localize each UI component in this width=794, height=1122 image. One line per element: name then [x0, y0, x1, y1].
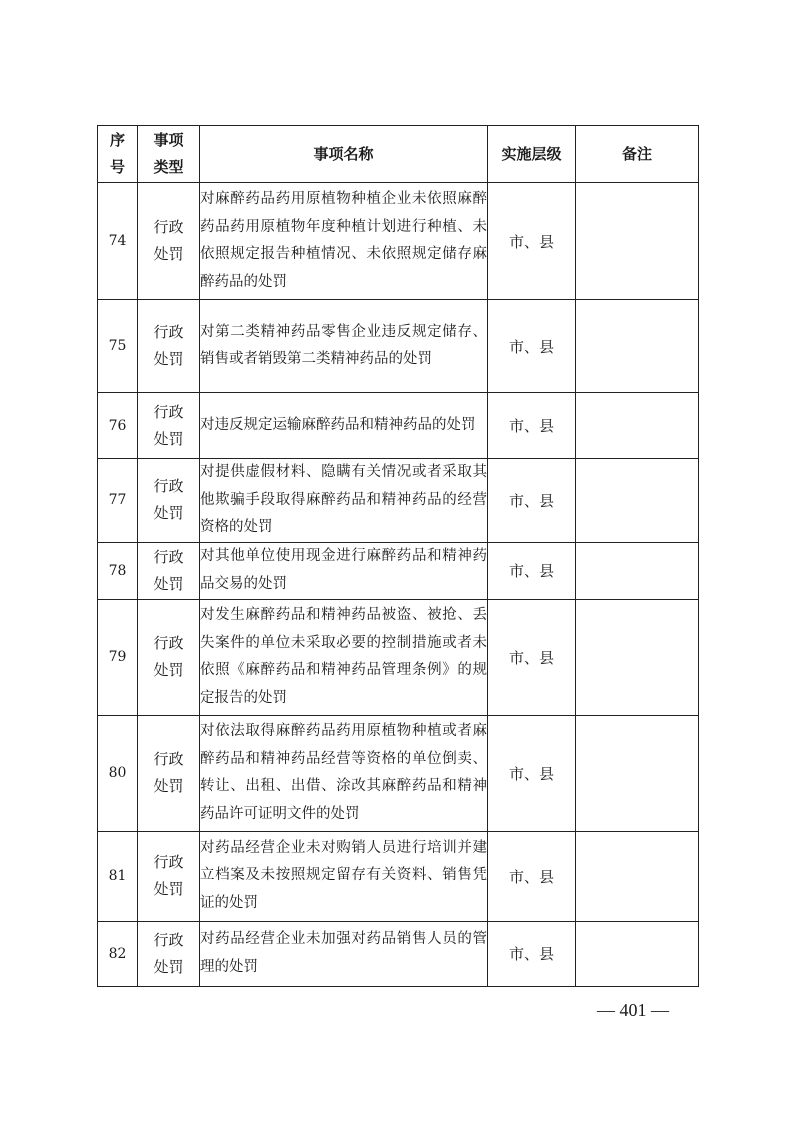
table-row [98, 599, 699, 715]
row-type [138, 459, 200, 543]
row-number: 80 [98, 715, 138, 831]
row-type [138, 300, 200, 393]
table-row [98, 542, 699, 599]
header-seq-bottom: 号 [109, 158, 125, 176]
row-type [138, 393, 200, 459]
header-type [138, 126, 200, 183]
row-type-bottom: 处罚 [153, 880, 184, 898]
row-note [576, 599, 699, 715]
header-note: 备注 [576, 126, 699, 183]
row-type [138, 599, 200, 715]
row-level: 市、县 [488, 831, 576, 921]
row-type-top: 行政 [153, 477, 184, 496]
row-number: 82 [98, 921, 138, 986]
row-level: 市、县 [488, 715, 576, 831]
header-seq-top: 序 [109, 131, 125, 149]
header-name: 事项名称 [200, 126, 488, 183]
row-note [576, 183, 699, 300]
table-row [98, 300, 699, 393]
row-type-bottom: 处罚 [153, 957, 184, 976]
row-number: 77 [98, 459, 138, 543]
row-level: 市、县 [488, 300, 576, 393]
row-level: 市、县 [488, 599, 576, 715]
row-item-name: 对违反规定运输麻醉药品和精神药品的处罚 [200, 393, 488, 459]
row-level: 市、县 [488, 459, 576, 543]
table-row [98, 831, 699, 921]
row-type [138, 542, 200, 599]
row-type-top: 行政 [153, 323, 184, 341]
row-number: 76 [98, 393, 138, 459]
row-type [138, 921, 200, 986]
row-type-bottom: 处罚 [153, 350, 184, 368]
row-type-bottom: 处罚 [153, 504, 184, 523]
row-type-top: 行政 [153, 750, 184, 768]
row-item-name: 对第二类精神药品零售企业违反规定储存、销售或者销毁第二类精神药品的处罚 [200, 300, 488, 393]
row-item-name: 对麻醉药品药用原植物种植企业未依照麻醉药品药用原植物年度种植计划进行种植、未依照规定报告种植情况、未依照规定储存麻醉药品的处罚 [200, 183, 488, 300]
row-note [576, 831, 699, 921]
row-type-top: 行政 [153, 853, 184, 871]
row-item-name: 对其他单位使用现金进行麻醉药品和精神药品交易的处罚 [200, 542, 488, 599]
page-number: — 401 — [597, 1000, 669, 1020]
row-note [576, 715, 699, 831]
row-type-bottom: 处罚 [153, 661, 184, 679]
row-type-top: 行政 [153, 930, 184, 949]
row-type [138, 831, 200, 921]
row-type-bottom: 处罚 [153, 574, 184, 593]
row-type-top: 行政 [153, 547, 184, 566]
row-type-top: 行政 [153, 634, 184, 652]
table-row [98, 183, 699, 300]
row-note [576, 300, 699, 393]
items-table [97, 125, 699, 987]
row-level: 市、县 [488, 393, 576, 459]
row-type-bottom: 处罚 [153, 429, 184, 448]
row-note [576, 542, 699, 599]
row-type-bottom: 处罚 [153, 245, 184, 263]
row-level: 市、县 [488, 921, 576, 986]
header-type-top: 事项 [153, 131, 184, 149]
table-row [98, 715, 699, 831]
header-level: 实施层级 [488, 126, 576, 183]
table-row [98, 393, 699, 459]
row-item-name: 对发生麻醉药品和精神药品被盗、被抢、丢失案件的单位未采取必要的控制措施或者未依照《麻醉药品和精神药品管理条例》的规定报告的处罚 [200, 599, 488, 715]
row-number: 78 [98, 542, 138, 599]
row-type-top: 行政 [153, 218, 184, 236]
table-row [98, 459, 699, 543]
row-note [576, 393, 699, 459]
row-type [138, 183, 200, 300]
row-item-name: 对提供虚假材料、隐瞒有关情况或者采取其他欺骗手段取得麻醉药品和精神药品的经营资格的处罚 [200, 459, 488, 543]
row-note [576, 459, 699, 543]
row-number: 81 [98, 831, 138, 921]
header-type-bottom: 类型 [153, 158, 184, 176]
row-item-name: 对依法取得麻醉药品药用原植物种植或者麻醉药品和精神药品经营等资格的单位倒卖、转让、出租、出借、涂改其麻醉药品和精神药品许可证明文件的处罚 [200, 715, 488, 831]
row-number: 74 [98, 183, 138, 300]
row-number: 75 [98, 300, 138, 393]
table-row [98, 921, 699, 986]
header-row [98, 126, 699, 183]
row-level: 市、县 [488, 542, 576, 599]
row-note [576, 921, 699, 986]
row-item-name: 对药品经营企业未对购销人员进行培训并建立档案及未按照规定留存有关资料、销售凭证的处罚 [200, 831, 488, 921]
row-type-bottom: 处罚 [153, 777, 184, 795]
row-type [138, 715, 200, 831]
row-item-name: 对药品经营企业未加强对药品销售人员的管理的处罚 [200, 921, 488, 986]
header-seq [98, 126, 138, 183]
row-level: 市、县 [488, 183, 576, 300]
row-number: 79 [98, 599, 138, 715]
row-type-top: 行政 [153, 402, 184, 421]
